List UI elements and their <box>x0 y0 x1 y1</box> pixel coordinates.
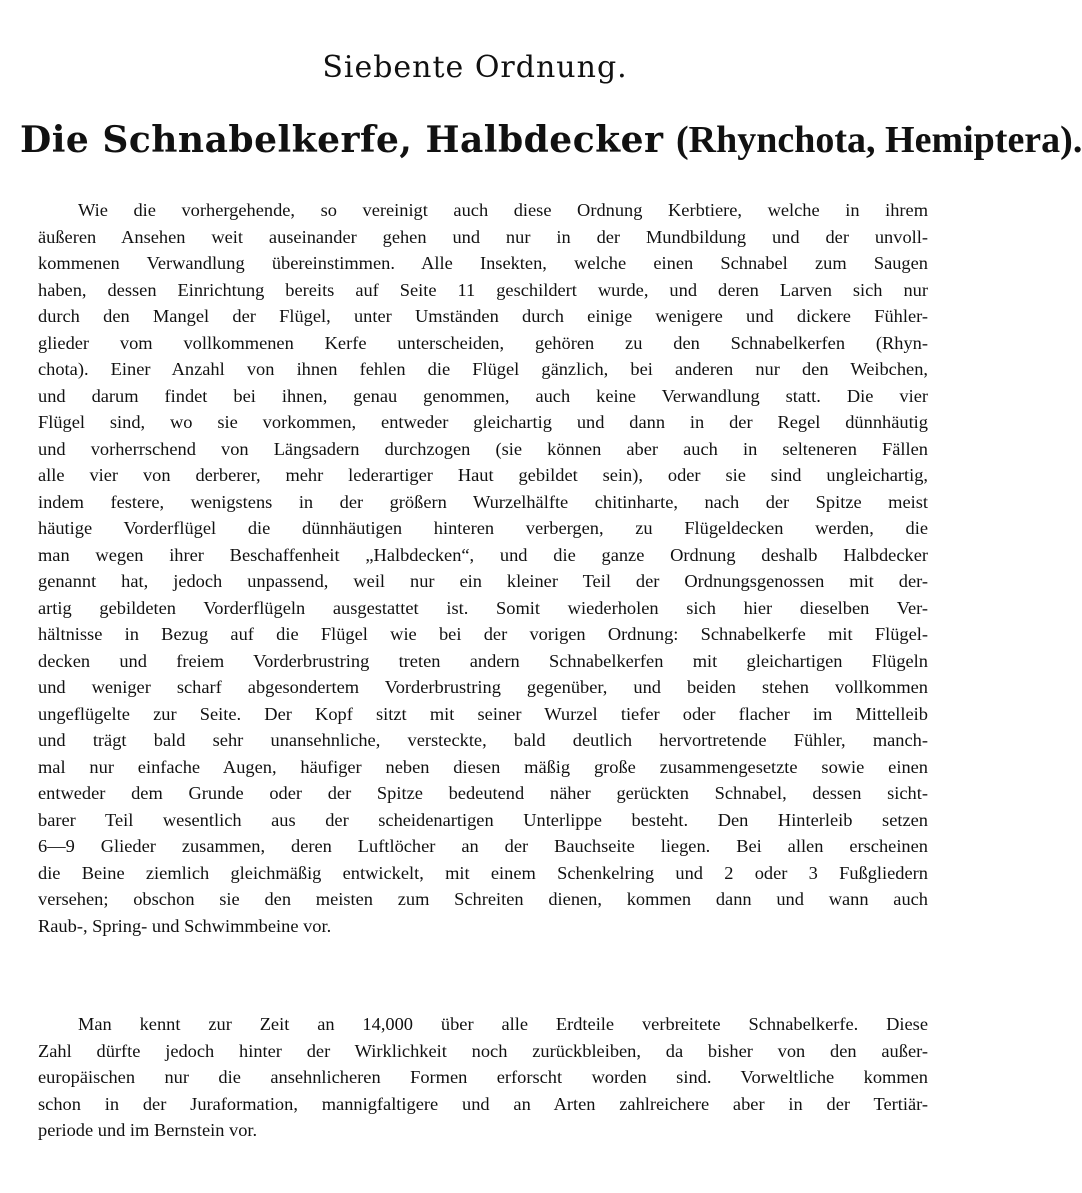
text-line: genannt hat, jedoch unpassend, weil nur ein kleiner Teil der Ordnungsgenossen mit der- <box>38 571 928 591</box>
text-line: chota). Einer Anzahl von ihnen fehlen die Flügel gänzlich, bei anderen nur den Weibchen, <box>38 359 928 379</box>
main-title-german: Die Schnabelkerfe, Halbdecker <box>20 119 664 161</box>
text-line: periode und im Bernstein vor. <box>38 1120 258 1140</box>
text-line: Flügel sind, wo sie vorkommen, entweder gleichartig und dann in der Regel dünnhäutig <box>38 412 928 432</box>
paragraph-1 <box>38 197 928 939</box>
text-line: kommenen Verwandlung übereinstimmen. Alle Insekten, welche einen Schnabel zum Saugen <box>38 253 928 273</box>
text-line: Man kennt zur Zeit an 14,000 über alle Erdteile verbreitete Schnabelkerfe. Diese <box>78 1014 928 1034</box>
main-title-latin: (Rhynchota, Hemiptera). <box>676 119 1082 161</box>
text-line: hältnisse in Bezug auf die Flügel wie bei der vorigen Ordnung: Schnabelkerfe mit Flügel- <box>38 624 928 644</box>
text-line: und weniger scharf abgesondertem Vorderbrustring gegenüber, und beiden stehen vollkommen <box>38 677 928 697</box>
text-line: und vorherrschend von Längsadern durchzogen (sie können aber auch in selteneren Fällen <box>38 438 928 459</box>
order-title: Siebente Ordnung. <box>322 50 628 85</box>
text-line: Zahl dürfte jedoch hinter der Wirklichkeit noch zurückbleiben, da bisher von den außer- <box>38 1040 928 1061</box>
main-title <box>20 118 1082 162</box>
paragraph-2 <box>38 1011 928 1144</box>
text-line: die Beine ziemlich gleichmäßig entwickelt, mit einem Schenkelring und 2 oder 3 Fußgliedern <box>38 862 928 883</box>
text-line: entweder dem Grunde oder der Spitze bedeutend näher gerückten Schnabel, dessen sicht- <box>38 783 928 803</box>
text-line: Raub-, Spring- und Schwimmbeine vor. <box>38 915 332 936</box>
text-line: alle vier von derberer, mehr lederartiger Haut gebildet sein), oder sie sind ungleichartig, <box>38 465 928 485</box>
text-line: äußeren Ansehen weit auseinander gehen und nur in der Mundbildung und der unvoll- <box>38 226 928 247</box>
text-line: versehen; obschon sie den meisten zum Schreiten dienen, kommen dann und wann auch <box>38 889 928 909</box>
text-line: decken und freiem Vorderbrustring treten andern Schnabelkerfen mit gleichartigen Flügeln <box>38 650 928 671</box>
text-line: mal nur einfache Augen, häufiger neben diesen mäßig große zusammengesetzte sowie einen <box>38 756 928 777</box>
text-line: barer Teil wesentlich aus der scheidenartigen Unterlippe besteht. Den Hinterleib setzen <box>38 809 928 830</box>
text-line: Wie die vorhergehende, so vereinigt auch diese Ordnung Kerbtiere, welche in ihrem <box>78 200 928 220</box>
text-line: und trägt bald sehr unansehnliche, versteckte, bald deutlich hervortretende Fühler, manch- <box>38 730 928 750</box>
text-line: haben, dessen Einrichtung bereits auf Seite 11 geschildert wurde, und deren Larven sich nur <box>38 279 928 300</box>
text-line: durch den Mangel der Flügel, unter Umständen durch einige wenigere und dickere Fühler- <box>38 306 928 326</box>
text-line: häutige Vorderflügel die dünnhäutigen hinteren verbergen, zu Flügeldecken werden, die <box>38 518 928 538</box>
text-line: glieder vom vollkommenen Kerfe unterscheiden, gehören zu den Schnabelkerfen (Rhyn- <box>38 332 928 353</box>
text-line: europäischen nur die ansehnlicheren Formen erforscht worden sind. Vorweltliche kommen <box>38 1067 928 1087</box>
text-line: und darum findet bei ihnen, genau genommen, auch keine Verwandlung statt. Die vier <box>38 385 928 406</box>
text-line: artig gebildeten Vorderflügeln ausgestattet ist. Somit wiederholen sich hier dieselben Ver- <box>38 597 928 618</box>
text-line: 6—9 Glieder zusammen, deren Luftlöcher an der Bauchseite liegen. Bei allen erscheinen <box>38 836 928 856</box>
text-line: man wegen ihrer Beschaffenheit „Halbdecken“, und die ganze Ordnung deshalb Halbdecker <box>38 544 928 565</box>
text-line: ungeflügelte zur Seite. Der Kopf sitzt mit seiner Wurzel tiefer oder flacher im Mittelleib <box>38 703 928 724</box>
text-line: indem festere, wenigstens in der größern Wurzelhälfte chitinharte, nach der Spitze meist <box>38 491 928 512</box>
text-line: schon in der Juraformation, mannigfaltigere und an Arten zahlreichere aber in der Tertiär- <box>38 1093 928 1114</box>
